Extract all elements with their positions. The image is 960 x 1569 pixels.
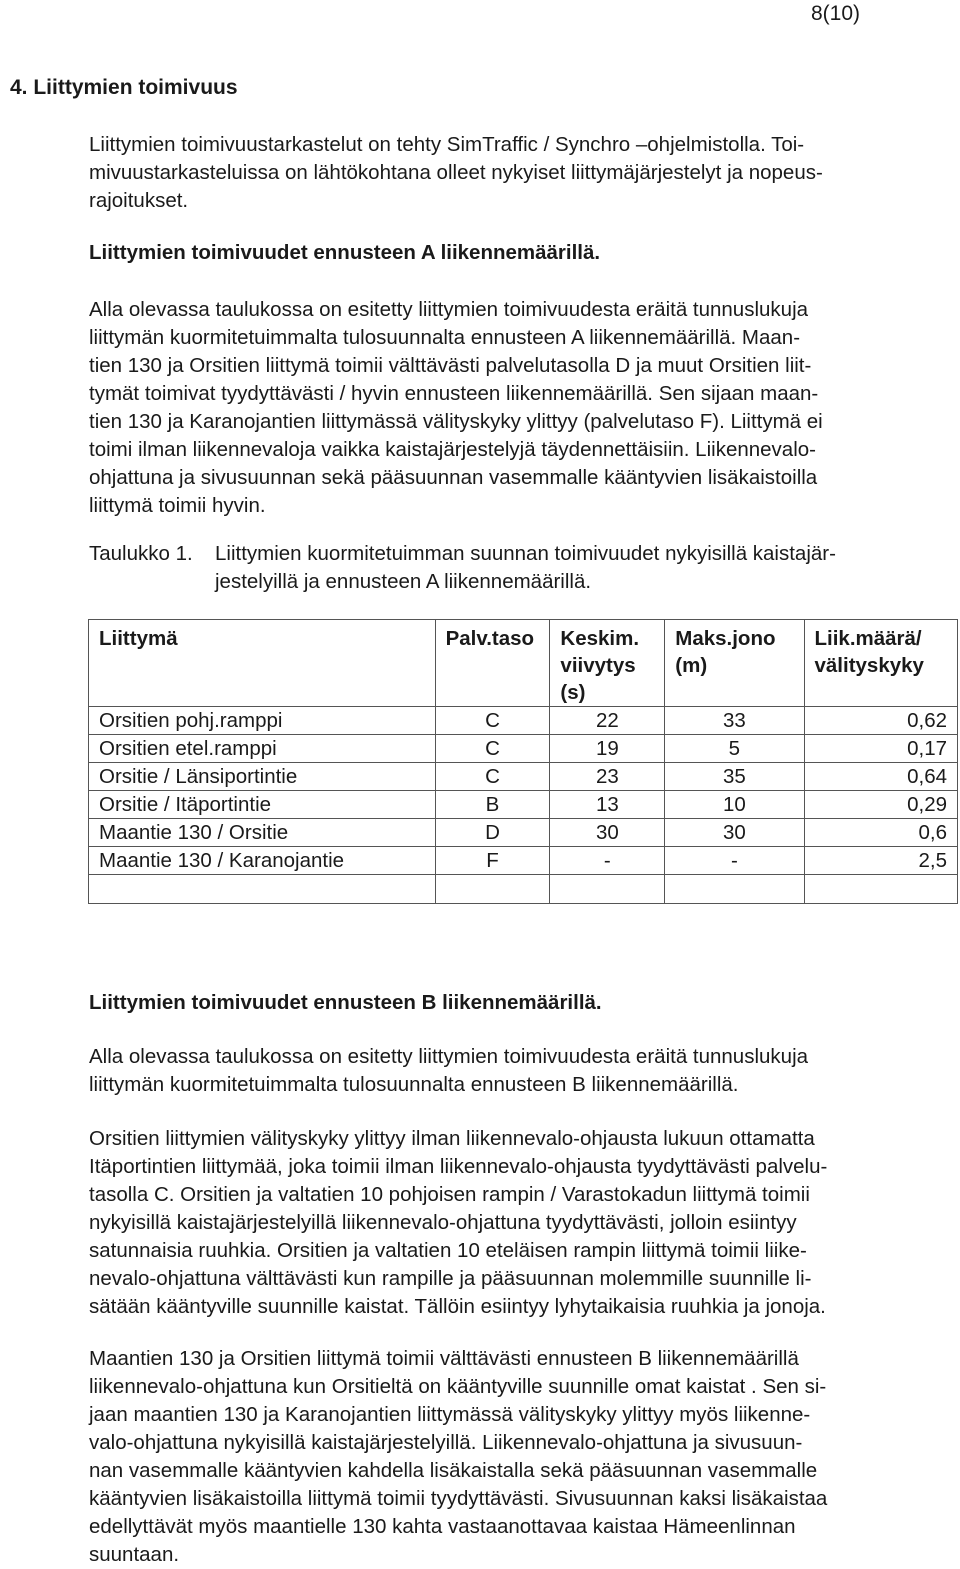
- text-line: liittymän kuormitetuimmalta tulosuunnalta ennusteen A liikennemäärillä. Maan-: [89, 326, 801, 349]
- header-junction: Liittymä: [89, 620, 436, 707]
- paragraph-maantie-130: [89, 1345, 939, 1569]
- cell-delay: 13: [550, 791, 665, 819]
- cell-empty: [665, 875, 804, 904]
- header-volume-capacity: [804, 620, 958, 707]
- caption-label: Taulukko 1.: [89, 542, 193, 565]
- text-line: ohjattuna ja sivusuunnan sekä pääsuunnan vasemmalle kääntyvien lisäkaistoilla: [89, 466, 818, 489]
- cell-service-level: C: [435, 707, 550, 735]
- cell-empty: [804, 875, 958, 904]
- cell-service-level: B: [435, 791, 550, 819]
- cell-empty: [550, 875, 665, 904]
- junction-performance-table: [88, 619, 958, 904]
- cell-delay: 19: [550, 735, 665, 763]
- header-line: (s): [560, 681, 586, 704]
- cell-queue: -: [665, 847, 804, 875]
- text-line: mivuustarkasteluissa on lähtökohtana olleet nykyiset liittymäjärjestelyt ja nopeus-: [89, 161, 823, 184]
- section-heading: 4. Liittymien toimivuus: [10, 76, 238, 99]
- cell-queue: 35: [665, 763, 804, 791]
- cell-service-level: C: [435, 735, 550, 763]
- caption-text: Liittymien kuormitetuimman suunnan toimivuudet nykyisillä kaistajär-: [215, 542, 836, 565]
- cell-queue: 33: [665, 707, 804, 735]
- cell-volume-capacity: 0,29: [804, 791, 958, 819]
- paragraph-forecast-b-intro: [89, 1043, 939, 1099]
- text-line: nan vasemmalle kääntyvien kahdella lisäkaistalla sekä pääsuunnan vasemmalle: [89, 1459, 818, 1482]
- text-line: Alla olevassa taulukossa on esitetty liittymien toimivuudesta eräitä tunnuslukuja: [89, 298, 809, 321]
- cell-queue: 10: [665, 791, 804, 819]
- text-line: Alla olevassa taulukossa on esitetty liittymien toimivuudesta eräitä tunnuslukuja: [89, 1045, 809, 1068]
- text-line: tymät toimivat tyydyttävästi / hyvin ennusteen liikennemäärillä. Sen sijaan maan-: [89, 382, 819, 405]
- cell-queue: 30: [665, 819, 804, 847]
- cell-empty: [435, 875, 550, 904]
- caption-text: jestelyillä ja ennusteen A liikennemäärillä.: [215, 570, 592, 593]
- text-line: Liittymien toimivuustarkastelut on tehty SimTraffic / Synchro –ohjelmistolla. Toi-: [89, 133, 805, 156]
- subheading-forecast-b: Liittymien toimivuudet ennusteen B liikennemäärillä.: [89, 991, 602, 1014]
- header-line: Liik.määrä/: [814, 627, 922, 650]
- text-line: Orsitien liittymien välityskyky ylittyy ilman liikennevalo-ohjausta lukuun ottamatta: [89, 1127, 815, 1150]
- text-line: tien 130 ja Karanojantien liittymässä välityskyky ylittyy (palvelutaso F). Liittymä ei: [89, 410, 823, 433]
- text-line: tien 130 ja Orsitien liittymä toimii välttävästi palvelutasolla D ja muut Orsitien liit-: [89, 354, 812, 377]
- text-line: edellyttävät myös maantielle 130 kahta vastaanottavaa kaistaa Hämeenlinnan: [89, 1515, 796, 1538]
- page-number: 8(10): [810, 2, 860, 25]
- text-line: kääntyvien lisäkaistoilla liittymä toimii tyydyttävästi. Sivusuunnan kaksi lisäkaistaa: [89, 1487, 828, 1510]
- paragraph-forecast-a: [89, 296, 939, 520]
- header-service-level: Palv.taso: [435, 620, 550, 707]
- text-line: nevalo-ohjattuna välttävästi kun rampille ja pääsuunnan molemmille suunnille li-: [89, 1267, 812, 1290]
- text-line: sätään kääntyville suunnille kaistat. Tällöin esiintyy lyhytaikaisia ruuhkia ja jonoja.: [89, 1295, 826, 1318]
- table-row: [89, 707, 958, 735]
- intro-paragraph: [89, 131, 939, 215]
- cell-queue: 5: [665, 735, 804, 763]
- header-line: Keskim.: [560, 627, 640, 650]
- text-line: valo-ohjattuna nykyisillä kaistajärjestelyillä. Liikennevalo-ohjattuna ja sivusuun-: [89, 1431, 803, 1454]
- cell-empty: [89, 875, 436, 904]
- cell-delay: -: [550, 847, 665, 875]
- table-caption: [89, 540, 836, 596]
- cell-delay: 23: [550, 763, 665, 791]
- text-line: toimi ilman liikennevaloja vaikka kaistajärjestelyjä täydennettäisiin. Liikennevalo-: [89, 438, 816, 461]
- text-line: liikennevalo-ohjattuna kun Orsitieltä on kääntyville suunnille omat kaistat . Sen si-: [89, 1375, 827, 1398]
- cell-junction: Orsitien pohj.ramppi: [89, 707, 436, 735]
- header-line: välityskyky: [814, 654, 924, 677]
- text-line: liittymä toimii hyvin.: [89, 494, 266, 517]
- header-line: viivytys: [560, 654, 636, 677]
- cell-delay: 30: [550, 819, 665, 847]
- cell-junction: Orsitie / Itäportintie: [89, 791, 436, 819]
- text-line: jaan maantien 130 ja Karanojantien liittymässä välityskyky ylittyy myös liikenne-: [89, 1403, 811, 1426]
- cell-volume-capacity: 2,5: [804, 847, 958, 875]
- table-row-empty: [89, 875, 958, 904]
- table-row: [89, 819, 958, 847]
- header-line: Maks.jono: [675, 627, 776, 650]
- text-line: tasolla C. Orsitien ja valtatien 10 pohjoisen rampin / Varastokadun liittymä toimii: [89, 1183, 810, 1206]
- cell-junction: Maantie 130 / Karanojantie: [89, 847, 436, 875]
- cell-volume-capacity: 0,64: [804, 763, 958, 791]
- text-line: suuntaan.: [89, 1543, 180, 1566]
- table-row: [89, 735, 958, 763]
- cell-service-level: D: [435, 819, 550, 847]
- cell-volume-capacity: 0,62: [804, 707, 958, 735]
- text-line: Itäportintien liittymää, joka toimii ilman liikennevalo-ohjausta tyydyttävästi palvelu-: [89, 1155, 828, 1178]
- cell-service-level: F: [435, 847, 550, 875]
- cell-junction: Maantie 130 / Orsitie: [89, 819, 436, 847]
- text-line: Maantien 130 ja Orsitien liittymä toimii välttävästi ennusteen B liikennemäärillä: [89, 1347, 799, 1370]
- text-line: liittymän kuormitetuimmalta tulosuunnalta ennusteen B liikennemäärillä.: [89, 1073, 739, 1096]
- text-line: rajoitukset.: [89, 189, 189, 212]
- table-row: [89, 791, 958, 819]
- table-header-row: [89, 620, 958, 707]
- cell-service-level: C: [435, 763, 550, 791]
- header-line: (m): [675, 654, 708, 677]
- text-line: satunnaisia ruuhkia. Orsitien ja valtatien 10 eteläisen rampin liittymä toimii liike-: [89, 1239, 807, 1262]
- cell-delay: 22: [550, 707, 665, 735]
- header-max-queue: [665, 620, 804, 707]
- table-row: [89, 847, 958, 875]
- paragraph-orsitie-junctions: [89, 1125, 939, 1321]
- cell-volume-capacity: 0,17: [804, 735, 958, 763]
- text-line: nykyisillä kaistajärjestelyillä liikennevalo-ohjattuna tyydyttävästi, jolloin esiintyy: [89, 1211, 797, 1234]
- cell-volume-capacity: 0,6: [804, 819, 958, 847]
- cell-junction: Orsitien etel.ramppi: [89, 735, 436, 763]
- table-row: [89, 763, 958, 791]
- subheading-forecast-a: Liittymien toimivuudet ennusteen A liikennemäärillä.: [89, 241, 601, 264]
- header-average-delay: [550, 620, 665, 707]
- cell-junction: Orsitie / Länsiportintie: [89, 763, 436, 791]
